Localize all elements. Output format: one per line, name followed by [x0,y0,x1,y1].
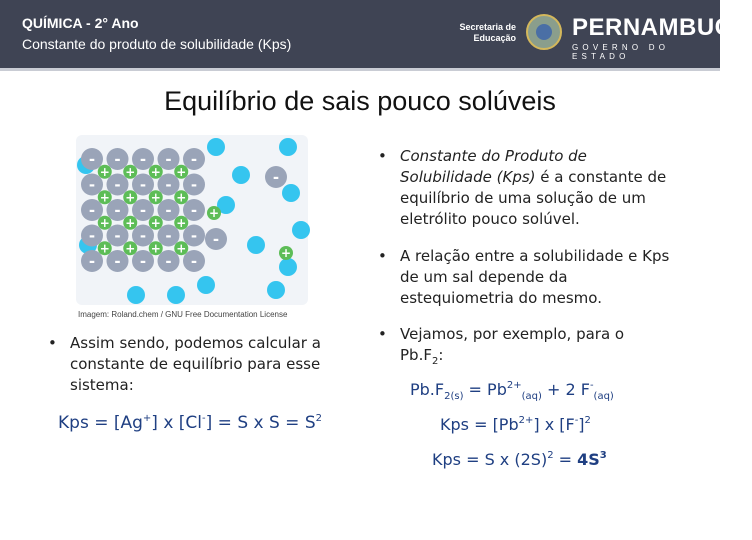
anion-sign: - [88,150,96,169]
water-molecule-icon [207,138,225,156]
anion-sign: - [88,201,96,220]
anion-sign: - [165,252,172,271]
eq1-part: = Pb [463,380,507,399]
kps-part: Kps = [Ag [58,413,143,433]
kps-sup: - [202,413,206,424]
cation-sign: + [208,206,220,221]
anion-sign: - [139,150,147,169]
water-molecule-icon [292,221,310,239]
anion-sign: - [165,201,172,220]
topic-label: Constante do produto de solubilidade (Kps) [22,36,292,52]
relation-text: A relação entre a solubilidade e Kps de um sal depende da estequiometria do mesmo. [400,247,670,307]
header-divider [0,68,720,71]
eq3-sup: 2 [547,450,554,461]
water-molecule-icon [279,138,297,156]
right-bullet-2 [378,246,670,309]
cation-sign: + [99,164,110,179]
left-bullet [48,333,350,396]
kps-definition-term: Constante do Produto de Solubilidade (Kps) [400,147,587,186]
cation-sign: + [150,164,161,179]
anion-sign: - [190,252,198,271]
cation-sign: + [176,164,187,179]
right-bullet-1 [378,146,670,230]
bullet-dot-icon: • [378,147,387,165]
kps-definition-text: é a constante de equilíbrio de uma solução de um eletrólito pouco solúvel. [400,168,667,228]
eq3-part: = [553,450,578,469]
eq2-sup: 2+ [518,415,534,426]
cation-sign: + [99,241,110,256]
left-bullet-text: Assim sendo, podemos calcular a constante de equilíbrio para esse sistema: [70,334,321,394]
kps-result [432,450,607,469]
anion-sign: - [88,252,96,271]
anion-sign: - [114,252,121,271]
example-text: Vejamos, por exemplo, para o Pb.F [400,325,625,364]
water-molecule-icon [247,236,265,254]
anion-sign: - [114,150,121,169]
cation-sign: + [280,246,292,261]
kps-formula [58,413,322,433]
cation-sign: + [176,241,187,256]
eq1-sub: 2(s) [444,391,464,402]
eq3-bold: 4S [577,450,600,469]
cation-sign: + [176,215,187,230]
brand-name: PERNAMBUCO [572,14,752,41]
bullet-dot-icon: • [378,325,387,343]
cation-sign: + [150,215,161,230]
water-molecule-icon [127,286,145,304]
anion-sign: - [212,230,220,249]
cation-sign: + [125,215,136,230]
cation-sign: + [125,164,136,179]
anion-sign: - [114,226,121,245]
kps-sup: 2 [315,413,322,424]
bullet-dot-icon: • [378,247,387,265]
dissolution-diagram [76,135,308,305]
anion-sign: - [190,226,198,245]
anion-sign: - [165,175,172,194]
kps-expression [440,415,591,434]
example-text-end: : [438,346,444,364]
anion-sign: - [88,175,96,194]
water-molecule-icon [167,286,185,304]
image-caption: Imagem: Roland.chem / GNU Free Documentation License [78,310,288,319]
anion-sign: - [114,201,121,220]
header-banner [0,0,752,68]
kps-part: ] x [Cl [151,413,203,433]
brand-subtitle: GOVERNO DO ESTADO [572,43,670,61]
cation-sign: + [176,190,187,205]
anion-sign: - [165,150,172,169]
anion-sign: - [190,150,198,169]
eq2-part: ] x [F [533,415,575,434]
eq1-part: Pb.F [410,380,445,399]
state-seal-icon [526,14,562,50]
secretaria-label: Secretaria de Educação [459,22,516,43]
anion-sign: - [139,252,147,271]
eq2-sup: - [574,415,579,426]
anion-sign: - [272,168,280,187]
anion-sign: - [190,201,198,220]
cation-sign: + [99,190,110,205]
eq2-sup: 2 [584,415,591,426]
dissociation-equation [410,380,614,402]
eq1-sub: (aq) [593,391,614,402]
eq3-part: Kps = S x (2S) [432,450,548,469]
cation-sign: + [125,241,136,256]
anion-sign: - [114,175,121,194]
right-bullet-3 [378,324,670,367]
anion-sign: - [190,175,198,194]
anion-sign: - [88,226,96,245]
water-molecule-icon [282,184,300,202]
eq2-part: ] [578,415,585,434]
water-molecule-icon [232,166,250,184]
eq3-sup: 3 [599,450,607,461]
cation-sign: + [150,241,161,256]
bullet-dot-icon: • [48,334,57,352]
cation-sign: + [150,190,161,205]
kps-sup: + [142,413,152,424]
slide-title: Equilíbrio de sais pouco solúveis [164,86,556,116]
eq2-part: Kps = [Pb [440,415,519,434]
anion-sign: - [139,175,147,194]
eq1-sub: (aq) [521,391,542,402]
eq1-sup: 2+ [506,380,522,391]
water-molecule-icon [197,276,215,294]
anion-sign: - [139,201,147,220]
cation-sign: + [125,190,136,205]
water-molecule-icon [267,281,285,299]
anion-sign: - [165,226,172,245]
cation-sign: + [99,215,110,230]
eq1-part: + 2 F [541,380,590,399]
subject-label: QUÍMICA - 2° Ano [22,15,139,31]
example-sub: 2 [431,356,439,367]
kps-part: ] = S x S = S [205,413,316,433]
anion-sign: - [139,226,147,245]
water-molecule-icon [279,258,297,276]
eq1-sup: - [589,380,594,391]
